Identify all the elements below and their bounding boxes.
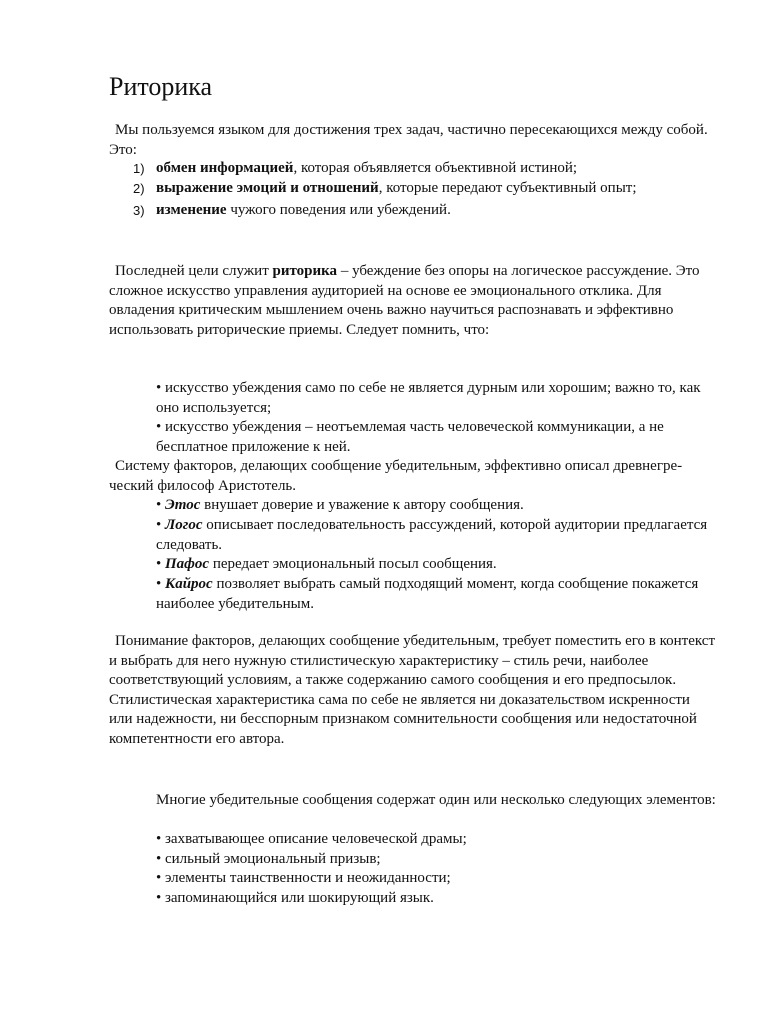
list-item [109, 159, 717, 179]
factor-text: передает эмоциональный посыл сообщения. [209, 556, 497, 572]
list-item [156, 575, 718, 614]
rhetoric-paragraph [109, 262, 717, 340]
intro-paragraph: Мы пользуемся языком для достижения трех задач, частично пересекающихся между собой. Это: [109, 122, 708, 158]
page-title: Риторика [109, 72, 213, 101]
list-number: 3) [133, 203, 145, 218]
task-text: , которая объявляется объективной истиной; [293, 160, 578, 176]
task-term: выражение эмоций и отношений [156, 179, 379, 196]
list-number: 2) [133, 180, 145, 196]
factor-term: Пафос [165, 556, 210, 572]
bullet: • [156, 576, 166, 592]
tasks-list [109, 159, 717, 221]
elements-intro: Многие убедительные сообщения содержат один или несколько следующих элементов: [156, 792, 716, 808]
factor-term: Этос [165, 497, 201, 513]
list-item: • захватывающее описание человеческой драмы; [156, 831, 467, 847]
list-item: • элементы таинственности и неожиданности; [156, 870, 451, 886]
factor-term: Логос [165, 517, 203, 533]
aristotle-paragraph: Систему факторов, делающих сообщение убедительным, эффективно описал древнегре- ческий философ Аристотель. [109, 458, 683, 494]
list-item: • сильный эмоциональный призыв; [156, 851, 381, 867]
list-item [156, 496, 718, 516]
factor-text: внушает доверие и уважение к автору сообщения. [200, 497, 524, 513]
list-item: • запоминающийся или шокирующий язык. [156, 890, 434, 906]
context-paragraph: Понимание факторов, делающих сообщение убедительным, требует поместить его в контекст и выбрать для него нужную стилистическую характеристику – стиль речи, наиболее соответствующий условиям, а также содержанию самого сообщения и его предпосылок. Стилистическая характеристика сама по себе не является ни доказательством искренности или надежности, ни бесспорным признаком сомнительности сообщения или недостаточной компетентности его автора. [109, 633, 716, 747]
bullet: • [156, 517, 166, 533]
task-term: обмен информацией [156, 160, 294, 176]
paragraph-text: – убеждение без опоры на логическое рассуждение. Это сложное искусство управления аудиторией на основе ее эмоционального отклика. Для овладения критическим мышлением очень важно научиться распознавать и эффективно использовать риторические приемы. Следует помнить, что: [109, 263, 700, 338]
list-item [156, 516, 718, 555]
list-item: • искусство убеждения само по себе не является дурным или хорошим; важно то, как оно используется; [156, 380, 701, 416]
list-item: • искусство убеждения – неотъемлемая часть человеческой коммуникации, а не бесплатное приложение к ней. [156, 419, 664, 455]
factor-text: позволяет выбрать самый подходящий момент, когда сообщение покажется наиболее убедительным. [156, 576, 699, 612]
task-term: изменение [156, 202, 227, 218]
list-item [156, 555, 718, 575]
factor-term: Кайрос [165, 576, 213, 592]
task-text: чужого поведения или убеждений. [226, 202, 451, 218]
list-number: 1) [133, 161, 145, 176]
bullet: • [156, 556, 166, 572]
list-item [109, 201, 717, 221]
list-item [109, 179, 717, 199]
rhetoric-term: риторика [272, 263, 338, 279]
bullet: • [156, 497, 166, 513]
task-text: , которые передают субъективный опыт; [378, 179, 637, 196]
paragraph-text: Последней цели служит [115, 263, 273, 279]
factor-text: описывает последовательность рассуждений, которой аудитории предлагается следовать. [156, 517, 708, 553]
